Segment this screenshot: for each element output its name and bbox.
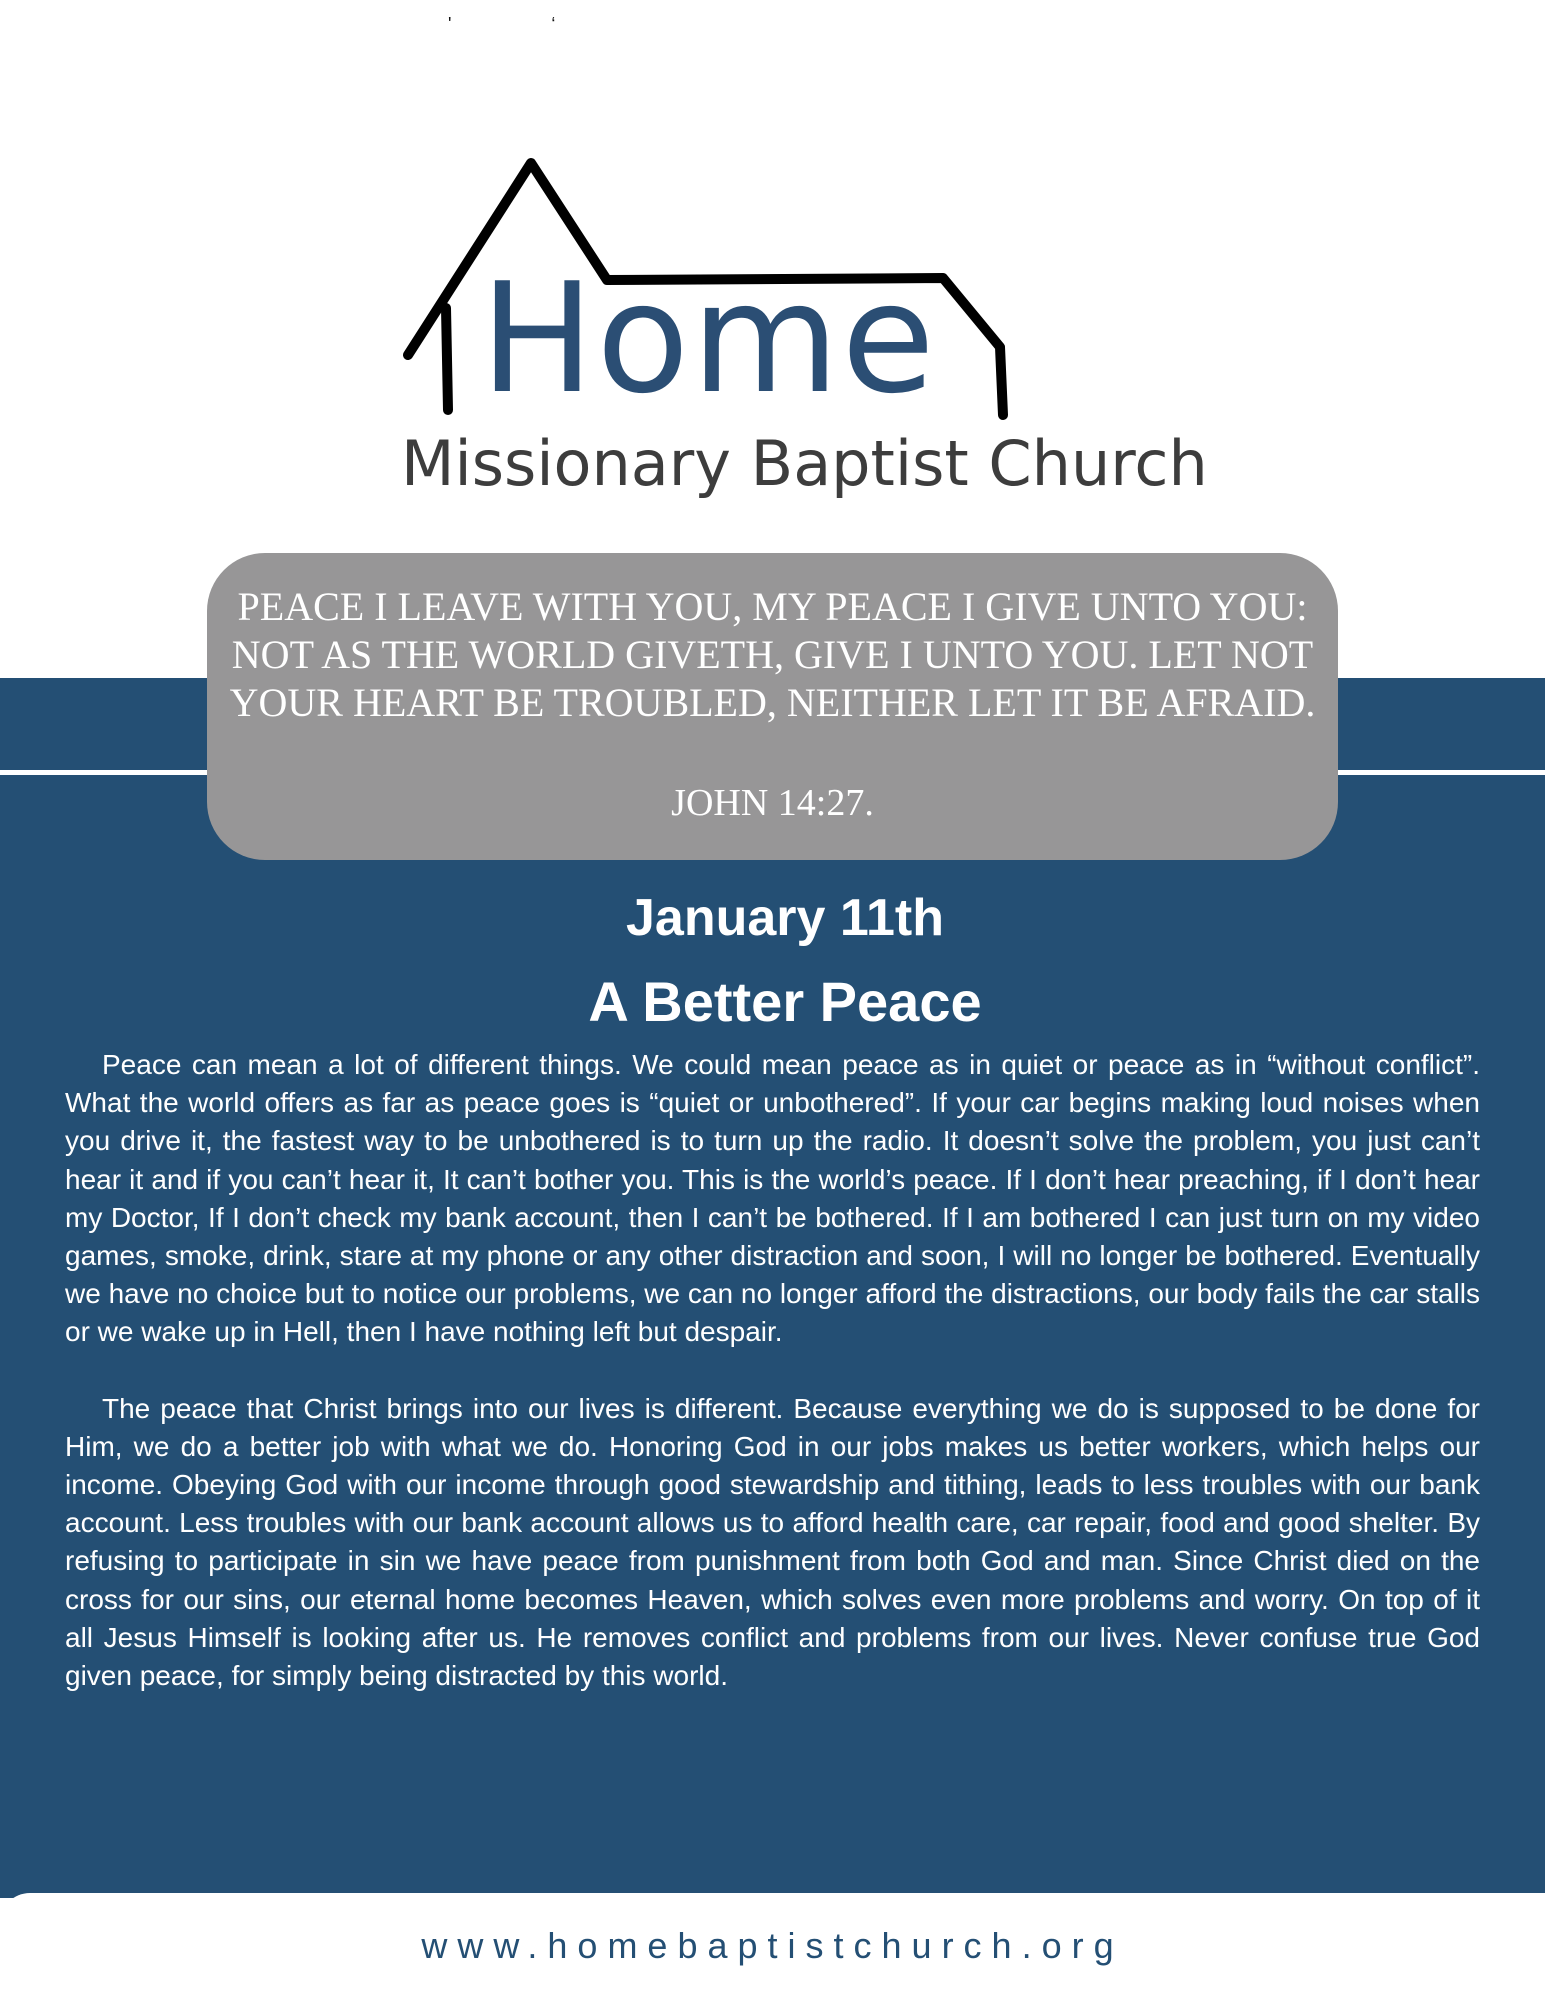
devotional-title: A Better Peace	[588, 970, 982, 1033]
top-edge-mark: '‘	[448, 14, 656, 34]
logo-word: Home	[480, 250, 937, 427]
scripture-text: PEACE I LEAVE WITH YOU, MY PEACE I GIVE UNTO YOU: NOT AS THE WORLD GIVETH, GIVE I UNTO YOU. LET NOT YOUR HEART BE TROUBLED, NEITHER LET IT BE AFRAID.	[229, 584, 1316, 725]
logo-subtitle: Missionary Baptist Church	[401, 427, 1208, 500]
church-logo	[395, 155, 1215, 525]
paragraph: Peace can mean a lot of different things. We could mean peace as in quiet or peace as in “without conflict”. What the world offers as far as peace goes is “quiet or unbothered”. If your car begins making loud noises when you drive it, the fastest way to be unbothered is to turn up the radio. It doesn’t solve the problem, you just can’t hear it and if you can’t hear it, It can’t bother you. This is the world’s peace. If I don’t hear preaching, if I don’t hear my Doctor, If I don’t check my bank account, then I can’t be bothered. If I am bothered I can just turn on my video games, smoke, drink, stare at my phone or any other distraction and soon, I will no longer be bothered. Eventually we have no choice but to notice our problems, we can no longer afford the distractions, our body fails the car stalls or we wake up in Hell, then I have nothing left but despair.	[65, 1049, 1480, 1348]
paragraph: The peace that Christ brings into our lives is different. Because everything we do is supposed to be done for Him, we do a better job with what we do. Honoring God in our jobs makes us better workers, which helps our income. Obeying God with our income through good stewardship and tithing, leads to less troubles with our bank account. Less troubles with our bank account allows us to afford health care, car repair, food and good shelter. By refusing to participate in sin we have peace from punishment from both God and man. Since Christ died on the cross for our sins, our eternal home becomes Heaven, which solves even more problems and worry. On top of it all Jesus Himself is looking after us. He removes conflict and problems from our lives. Never confuse true God given peace, for simply being distracted by this world.	[65, 1392, 1480, 1692]
devotional-date: January 11th	[626, 889, 944, 947]
scripture-reference: JOHN 14:27.	[671, 782, 874, 824]
scripture-box	[207, 553, 1338, 860]
website-link[interactable]: www.homebaptistchurch.org	[421, 1925, 1124, 1966]
devotional-body	[65, 1046, 1480, 1695]
